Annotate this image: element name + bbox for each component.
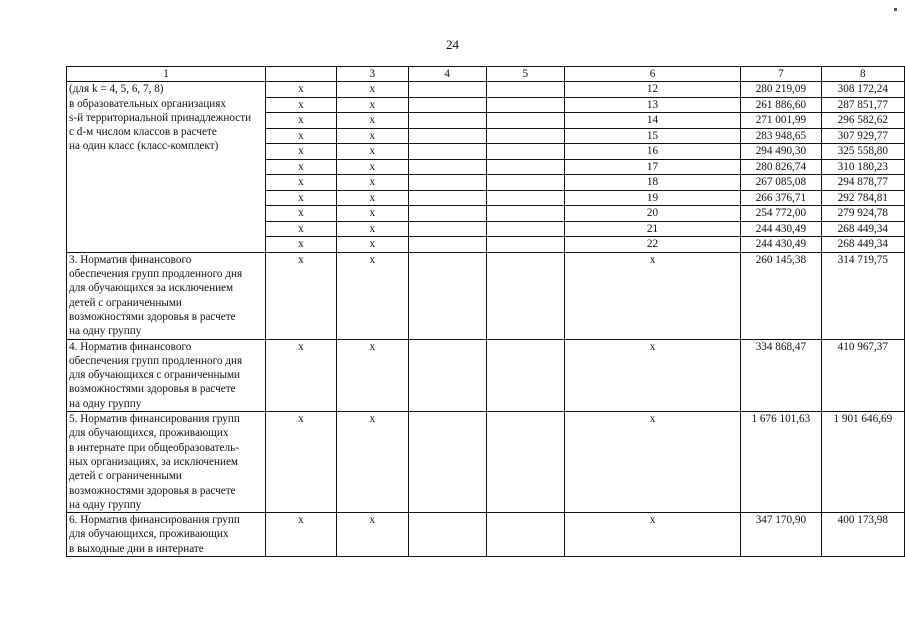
cell-c7: 347 170,90 [741, 513, 822, 557]
cell-c2: x [266, 252, 337, 339]
norm-row [67, 513, 905, 557]
cell-c8: 268 449,34 [821, 237, 904, 253]
cell-c3: x [336, 412, 408, 513]
cell-c6: x [564, 513, 740, 557]
cell-c5 [486, 159, 564, 175]
cell-c5 [486, 128, 564, 144]
cell-c2: x [266, 412, 337, 513]
cell-c7: 244 430,49 [741, 237, 822, 253]
cell-c4 [408, 159, 486, 175]
table-row [67, 82, 905, 98]
cell-c7: 244 430,49 [741, 221, 822, 237]
cell-c6: 16 [564, 144, 740, 160]
cell-c2: x [266, 237, 337, 253]
cell-c8: 308 172,24 [821, 82, 904, 98]
cell-c7: 271 001,99 [741, 113, 822, 129]
cell-c7: 294 490,30 [741, 144, 822, 160]
cell-c8: 279 924,78 [821, 206, 904, 222]
header-col-2 [266, 67, 337, 82]
cell-c2: x [266, 128, 337, 144]
cell-c5 [486, 175, 564, 191]
cell-c7: 254 772,00 [741, 206, 822, 222]
cell-c3: x [336, 82, 408, 98]
cell-c3: x [336, 237, 408, 253]
norm-description: 5. Норматив финансирования групп для обучающихся, проживающих в интернате при общеобразователь- ных организациях, за исключением детей с ограниченными возможностями здоровья в расчете на одну группу [67, 412, 266, 513]
cell-c7: 1 676 101,63 [741, 412, 822, 513]
cell-c8: 287 851,77 [821, 97, 904, 113]
cell-c5 [486, 221, 564, 237]
cell-c6: 18 [564, 175, 740, 191]
cell-c4 [408, 175, 486, 191]
cell-c7: 261 886,60 [741, 97, 822, 113]
cell-c4 [408, 412, 486, 513]
cell-c3: x [336, 513, 408, 557]
cell-c7: 334 868,47 [741, 339, 822, 411]
cell-c5 [486, 206, 564, 222]
cell-c4 [408, 190, 486, 206]
cell-c6: x [564, 339, 740, 411]
header-col-3: 3 [336, 67, 408, 82]
cell-c6: 19 [564, 190, 740, 206]
cell-c7: 266 376,71 [741, 190, 822, 206]
cell-c7: 260 145,38 [741, 252, 822, 339]
description-line: на один класс (класс-комплект) [69, 140, 219, 153]
header-col-4: 4 [408, 67, 486, 82]
cell-c2: x [266, 221, 337, 237]
cell-c2: x [266, 175, 337, 191]
header-col-7: 7 [741, 67, 822, 82]
cell-c3: x [336, 190, 408, 206]
cell-c2: x [266, 513, 337, 557]
norm-description: 4. Норматив финансового обеспечения групп продленного дня для обучающихся с ограниченными возможностями здоровья в расчете на одну группу [67, 339, 266, 411]
cell-c2: x [266, 97, 337, 113]
cell-c4 [408, 82, 486, 98]
cell-c8: 325 558,80 [821, 144, 904, 160]
page-number: 24 [446, 37, 459, 52]
cell-c8: 268 449,34 [821, 221, 904, 237]
cell-c3: x [336, 221, 408, 237]
cell-c3: x [336, 175, 408, 191]
scan-mark [894, 8, 897, 11]
cell-c3: x [336, 97, 408, 113]
cell-c5 [486, 513, 564, 557]
cell-c4 [408, 144, 486, 160]
financing-norms-table [66, 66, 905, 557]
header-col-6: 6 [564, 67, 740, 82]
norm-row [67, 339, 905, 411]
cell-c3: x [336, 113, 408, 129]
cell-c8: 410 967,37 [821, 339, 904, 411]
header-row [67, 67, 905, 82]
cell-c4 [408, 237, 486, 253]
cell-c6: 14 [564, 113, 740, 129]
norm-description: 3. Норматив финансового обеспечения групп продленного дня для обучающихся за исключением детей с ограниченными возможностями здоровья в расчете на одну группу [67, 252, 266, 339]
cell-c7: 280 219,09 [741, 82, 822, 98]
header-col-5: 5 [486, 67, 564, 82]
description-line: s-й территориальной принадлежности [69, 111, 252, 124]
cell-c5 [486, 113, 564, 129]
cell-c5 [486, 237, 564, 253]
cell-c5 [486, 97, 564, 113]
cell-c8: 314 719,75 [821, 252, 904, 339]
cell-c8: 1 901 646,69 [821, 412, 904, 513]
cell-c3: x [336, 206, 408, 222]
cell-c8: 296 582,62 [821, 113, 904, 129]
cell-c8: 400 173,98 [821, 513, 904, 557]
cell-c5 [486, 82, 564, 98]
cell-c3: x [336, 339, 408, 411]
header-col-8: 8 [821, 67, 904, 82]
cell-c6: 12 [564, 82, 740, 98]
cell-c2: x [266, 190, 337, 206]
cell-c4 [408, 97, 486, 113]
cell-c7: 283 948,65 [741, 128, 822, 144]
group-k-description [67, 82, 266, 253]
cell-c3: x [336, 128, 408, 144]
norm-row [67, 252, 905, 339]
cell-c6: 21 [564, 221, 740, 237]
cell-c6: x [564, 252, 740, 339]
cell-c7: 280 826,74 [741, 159, 822, 175]
cell-c8: 292 784,81 [821, 190, 904, 206]
cell-c3: x [336, 159, 408, 175]
cell-c6: 20 [564, 206, 740, 222]
cell-c4 [408, 113, 486, 129]
cell-c3: x [336, 252, 408, 339]
cell-c2: x [266, 82, 337, 98]
cell-c5 [486, 144, 564, 160]
description-line: с d-м числом классов в расчете [69, 126, 217, 139]
cell-c3: x [336, 144, 408, 160]
cell-c4 [408, 206, 486, 222]
norm-description: 6. Норматив финансирования групп для обучающихся, проживающих в выходные дни в интернате [67, 513, 266, 557]
cell-c2: x [266, 144, 337, 160]
cell-c4 [408, 221, 486, 237]
cell-c7: 267 085,08 [741, 175, 822, 191]
description-line: (для k = 4, 5, 6, 7, 8) [69, 83, 164, 96]
cell-c6: 22 [564, 237, 740, 253]
norm-row [67, 412, 905, 513]
cell-c6: x [564, 412, 740, 513]
cell-c8: 307 929,77 [821, 128, 904, 144]
cell-c4 [408, 128, 486, 144]
cell-c5 [486, 252, 564, 339]
cell-c5 [486, 412, 564, 513]
header-col-1: 1 [67, 67, 266, 82]
cell-c4 [408, 513, 486, 557]
cell-c2: x [266, 113, 337, 129]
cell-c4 [408, 252, 486, 339]
cell-c2: x [266, 159, 337, 175]
cell-c4 [408, 339, 486, 411]
cell-c8: 294 878,77 [821, 175, 904, 191]
cell-c2: x [266, 339, 337, 411]
cell-c5 [486, 190, 564, 206]
cell-c6: 13 [564, 97, 740, 113]
cell-c6: 17 [564, 159, 740, 175]
cell-c8: 310 180,23 [821, 159, 904, 175]
cell-c6: 15 [564, 128, 740, 144]
description-line: в образовательных организациях [69, 97, 226, 110]
cell-c2: x [266, 206, 337, 222]
cell-c5 [486, 339, 564, 411]
